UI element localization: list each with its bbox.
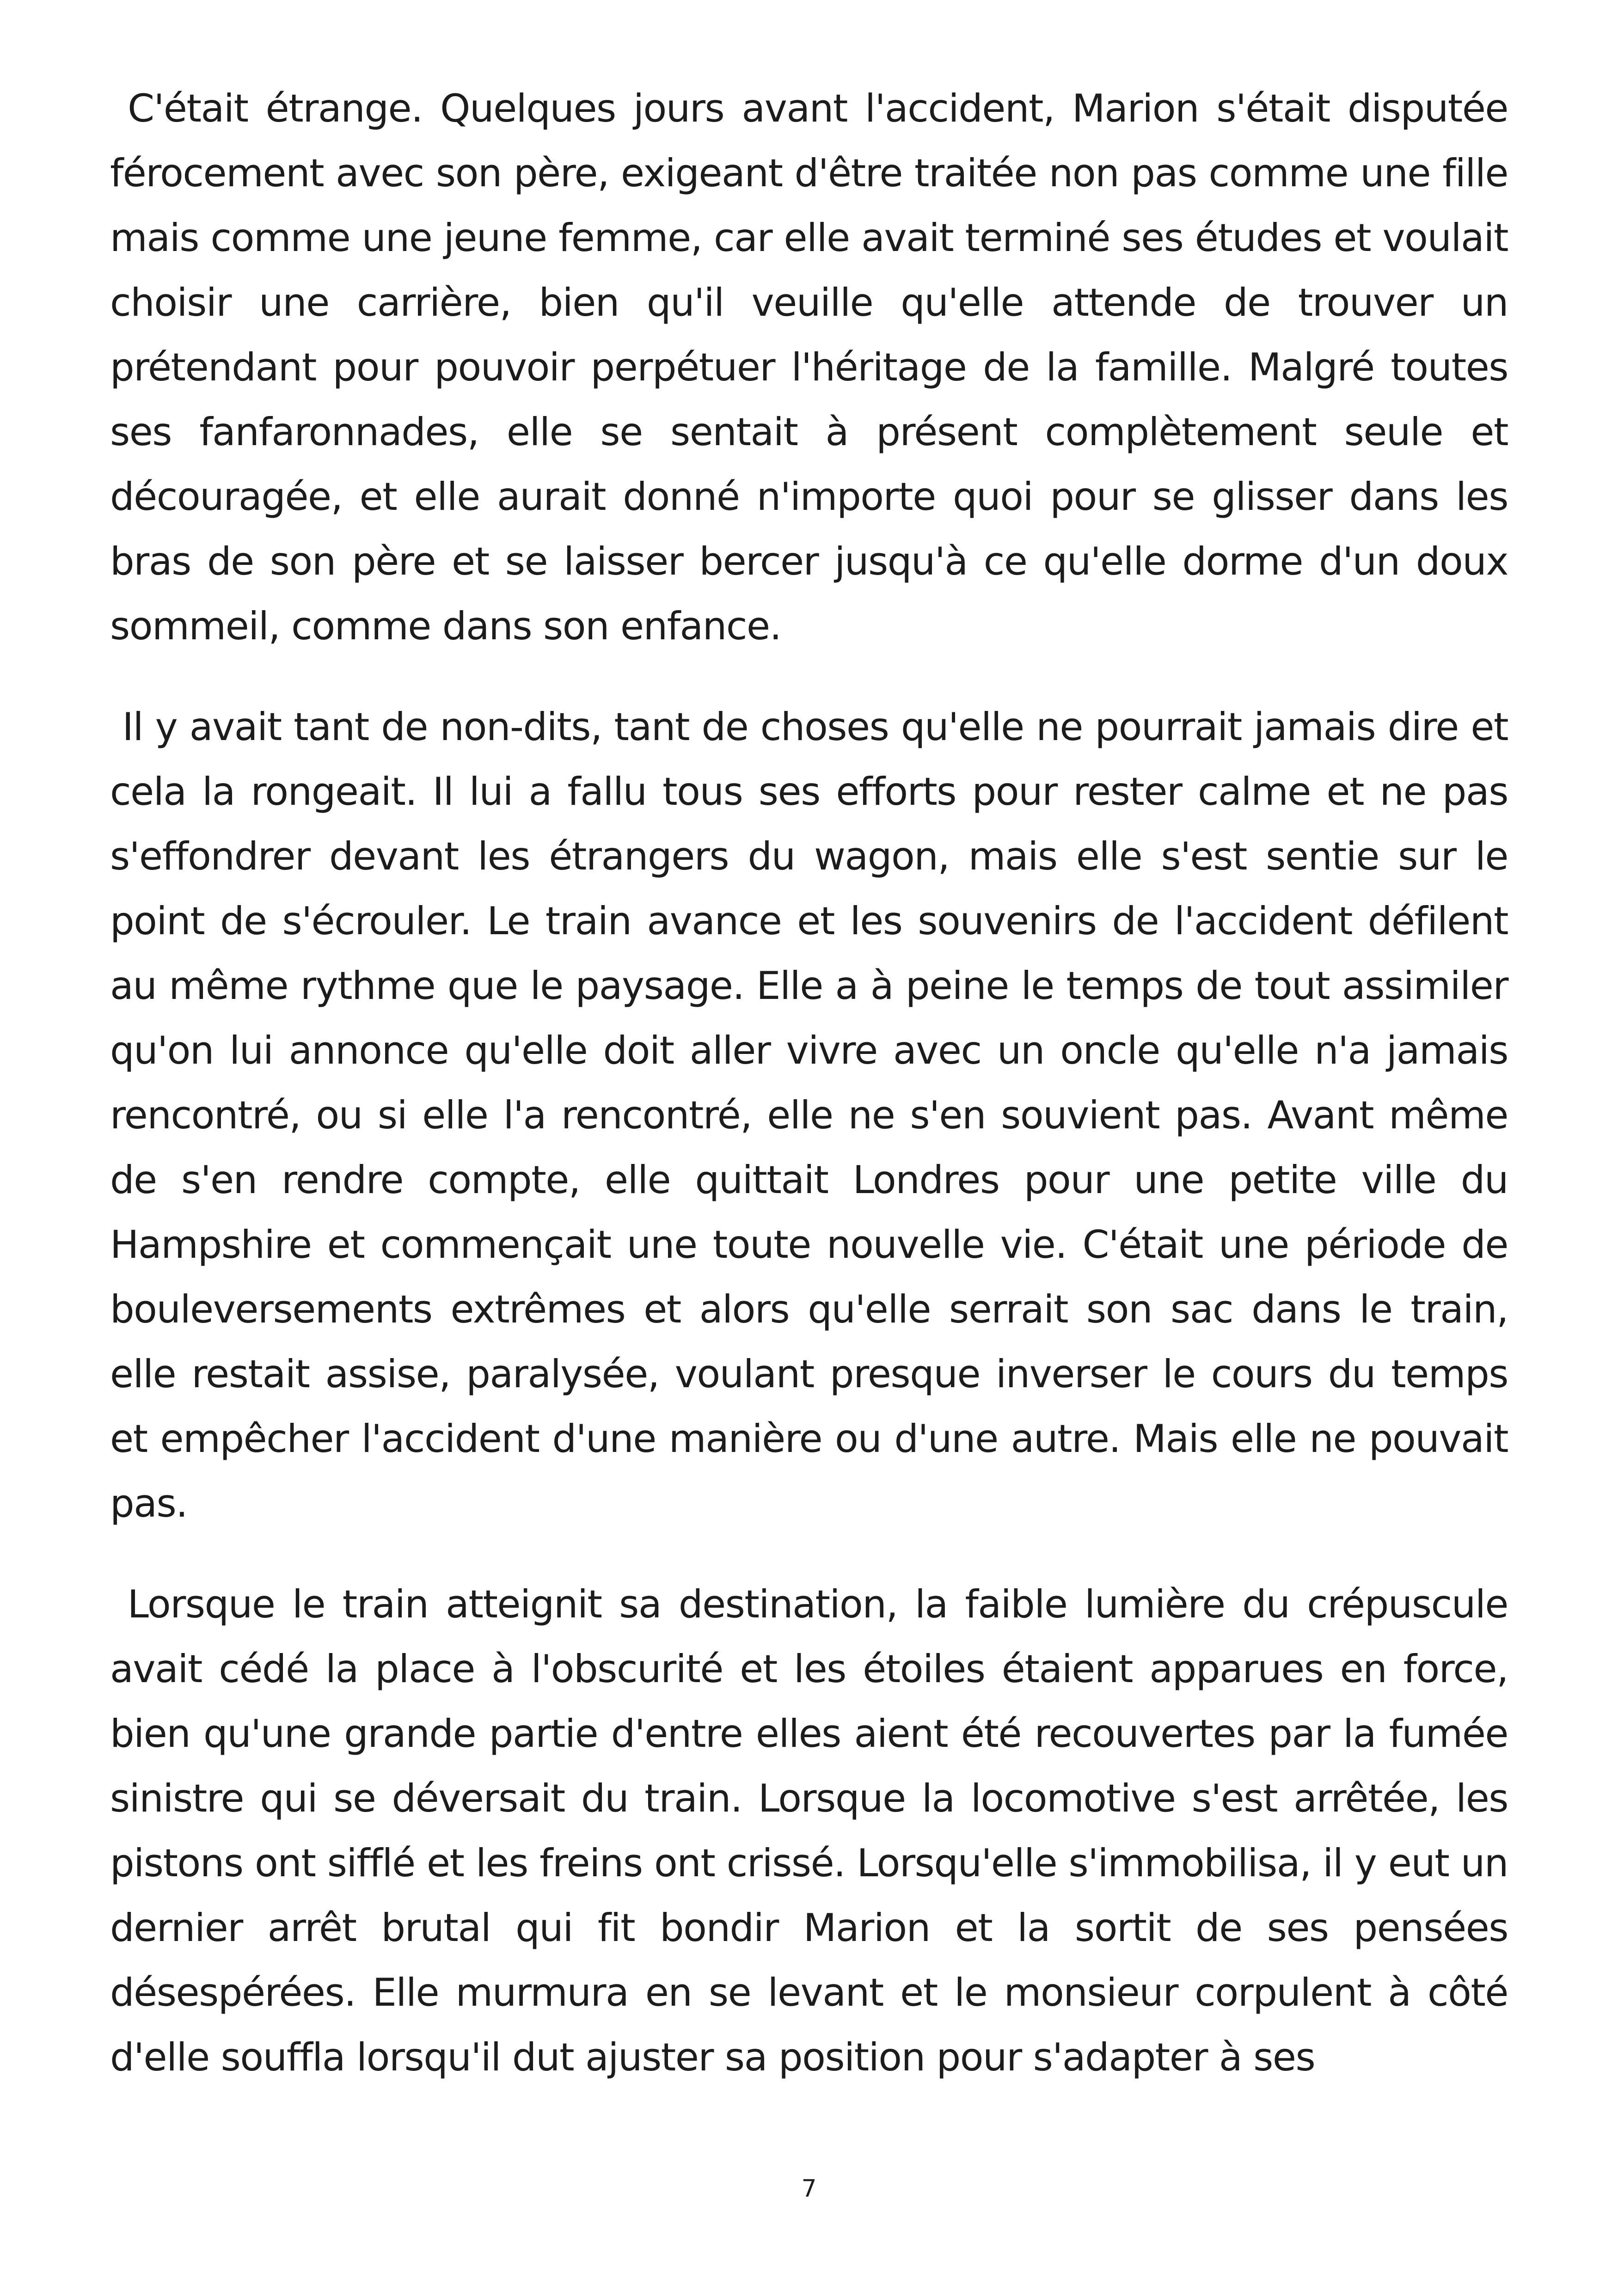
body-text <box>110 76 1520 2090</box>
paragraph-2: Il y avait tant de non-dits, tant de choses qu'elle ne pourrait jamais dire et cela la rongeait. Il lui a fallu tous ses efforts pour rester calme et ne pas s'effondrer devant les étrangers du wagon, mais elle s'est sentie sur le point de s'écrouler. Le train avance et les souvenirs de l'accident défilent au même rythme que le paysage. Elle a à peine le temps de tout assimiler qu'on lui annonce qu'elle doit aller vivre avec un oncle qu'elle n'a jamais rencontré, ou si elle l'a rencontré, elle ne s'en souvient pas. Avant même de s'en rendre compte, elle quittait Londres pour une petite ville du Hampshire et commençait une toute nouvelle vie. C'était une période de bouleversements extrêmes et alors qu'elle serrait son sac dans le train, elle restait assise, paralysée, voulant presque inverser le cours du temps et empêcher l'accident d'une manière ou d'une autre. Mais elle ne pouvait pas. <box>110 704 1520 1526</box>
paragraph-1: C'était étrange. Quelques jours avant l'accident, Marion s'était disputée férocement avec son père, exigeant d'être traitée non pas comme une fille mais comme une jeune femme, car elle avait terminé ses études et voulait choisir une carrière, bien qu'il veuille qu'elle attende de trouver un prétendant pour pouvoir perpétuer l'héritage de la famille. Malgré toutes ses fanfaronnades, elle se sentait à présent complètement seule et découragée, et elle aurait donné n'importe quoi pour se glisser dans les bras de son père et se laisser bercer jusqu'à ce qu'elle dorme d'un doux sommeil, comme dans son enfance. <box>110 86 1520 649</box>
page-number: 7 <box>801 2175 817 2203</box>
paragraph-3: Lorsque le train atteignit sa destination, la faible lumière du crépuscule avait cédé la place à l'obscurité et les étoiles étaient apparues en force, bien qu'une grande partie d'entre elles aient été recouvertes par la fumée sinistre qui se déversait du train. Lorsque la locomotive s'est arrêtée, les pistons ont sifflé et les freins ont crissé. Lorsqu'elle s'immobilisa, il y eut un dernier arrêt brutal qui fit bondir Marion et la sortit de ses pensées désespérées. Elle murmura en se levant et le monsieur corpulent à côté d'elle souffla lorsqu'il dut ajuster sa position pour s'adapter à ses <box>110 1582 1520 2080</box>
